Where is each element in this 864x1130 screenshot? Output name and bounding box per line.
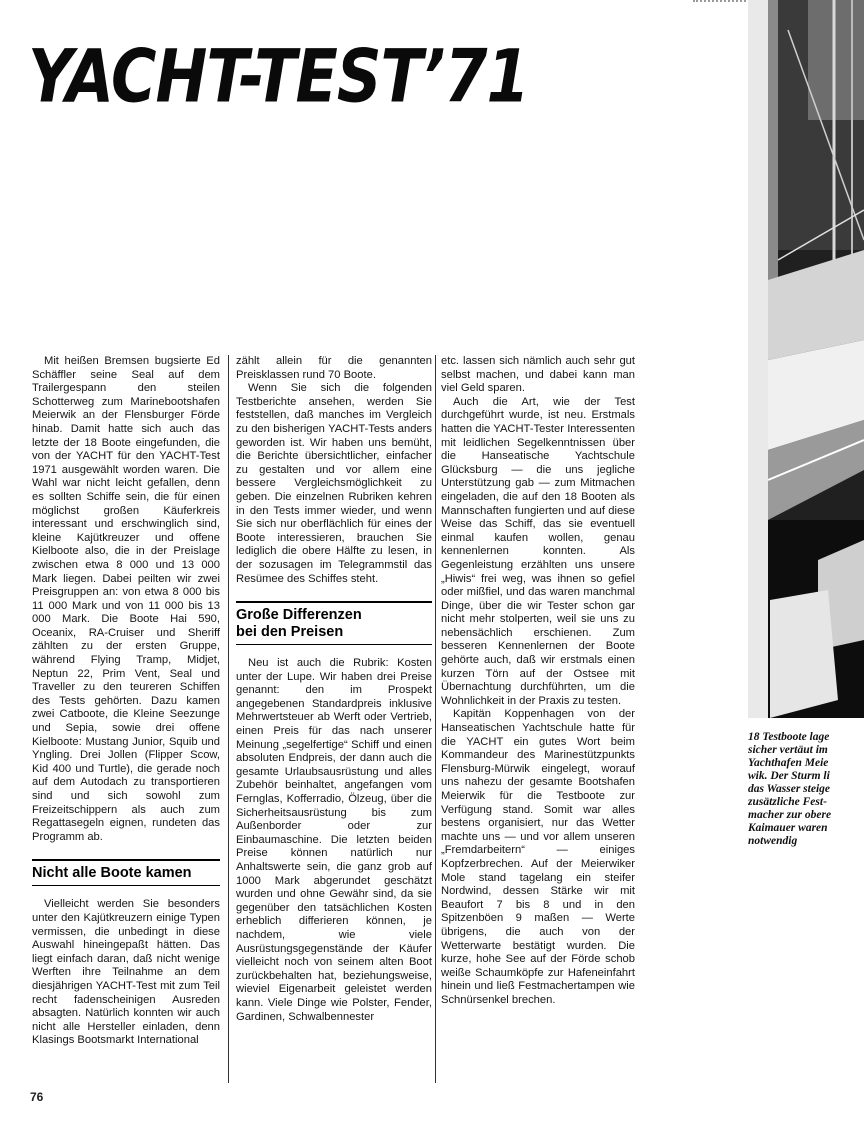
paragraph: Vielleicht werden Sie besonders unter den Kajütkreuzern einige Typen vermissen, die unbedingt in diese Auswahl hineingepaßt hätten. Das liegt einfach daran, daß nicht wenige Werften ihre Teilnahme an dem diesjährigen YACHT-Test mit zum Teil recht fadenscheinigen Ausreden absagten. Natürlich konnten wir auch nicht alle Hersteller einladen, denn Klasings Bootsmarkt International: [32, 898, 220, 1047]
top-dotted-edge: [693, 0, 753, 6]
paragraph: Mit heißen Bremsen bugsierte Ed Schäffler seine Seal auf dem Trailergespann den steilen Schotterweg zum Marinebootshafen Meierwik an der Flensburger Förde hinab. Damit hatte sich auch das letzte der 18 Boote eingefunden, die von der YACHT für den YACHT-Test 1971 ausgewählt worden waren. Die Wahl war nicht leicht gefallen, denn es sollten Schiffe sein, die für einen möglichst großen Käuferkreis interessant und erschwinglich sind, kleine Kajütkreuzer und offene Kielboote also, die in der Preislage zwischen etwa 8 000 und 13 000 Mark liegen. Dabei peilten wir zwei Preisgruppen an: von etwa 8 000 bis 11 000 Mark und von 11 000 bis 13 000 Mark. Die Boote Hai 590, Oceanix, RA-Cruiser und Sheriff zählten zu der ersten Gruppe, während Flying Tramp, Midjet, Neptun 22, Prim Vent, Seal und Traveller zu den teureren Schiffen des Tests gehörten. Dazu kamen zwei Catboote, die Kleine Seezunge und Sepia, sowie drei offene Kielboote: Mustang Junior, Squib und Yngling. Drei Jollen (Flipper Scow, Kid 400 und Turtle), die gerade noch auf dem Autodach zu transportieren sind und sich sowohl zum Freizeitschippern als auch zum Regattasegeln eignen, rundeten das Programm ab.: [32, 355, 220, 843]
article-column-3: [441, 355, 635, 1008]
caption-line: zusätzliche Fest-: [748, 796, 827, 808]
paragraph: Wenn Sie sich die folgenden Testberichte ansehen, werden Sie feststellen, daß manches im Vergleich zu den bisherigen YACHT-Tests anders geworden ist. Wir haben uns bemüht, die Berichte übersichtlicher, einfacher zu gestalten und vor allem eine bessere Vergleichsmöglichkeit zu geben. Die einzelnen Rubriken kehren in den Tests immer wieder, und wenn Sie sich nur oberflächlich für eines der Boote interessieren, brauchen Sie lediglich die obere Hälfte zu lesen, in der sozusagen im Telegrammstil das Resümee des Schiffes steht.: [236, 382, 432, 585]
article-column-2: [236, 355, 432, 1024]
paragraph: zählt allein für die genannten Preisklassen rund 70 Boote.: [236, 355, 432, 381]
paragraph: etc. lassen sich nämlich auch sehr gut selbst machen, und dabei kann man viel Geld sparen.: [441, 355, 635, 395]
subheading-text: Nicht alle Boote kamen: [32, 865, 192, 882]
photo-caption: [748, 731, 864, 848]
paragraph: Auch die Art, wie der Test durchgeführt wurde, ist neu. Erstmals hatten die YACHT-Tester Interessenten mit leidlichen Segelkenntnissen über die Hanseatische Yachtschule Glücksburg — die uns jegliche Unterstützung gab — zum Mitmachen eingeladen, die auf den 18 Booten als Mannschaften fungierten und auf diese Weise das Schiff, das sie eventuell einmal kaufen wollen, genau kennenlernen konnten. Als Gegenleistung erzählten uns unsere „Hiwis“ frei weg, was ihnen so gefiel oder mißfiel, und das waren manchmal Dinge, über die wir Tester schon gar nicht mehr stolperten, weil sie uns zu nebensächlich erschienen. Zum besseren Kennenlernen der Boote gehörte auch, daß wir erstmals einen kurzen Törn auf der Ostsee mit Übernachtung durchführten, um die Wohnlichkeit in der Praxis zu testen.: [441, 395, 635, 707]
article-column-1: [32, 355, 220, 1048]
caption-line: 18 Testboote lage: [748, 731, 830, 743]
paragraph: Kapitän Koppenhagen von der Hanseatischen Yachtschule hatte für die YACHT ein gutes Wort beim Kommandeur des Marinestützpunkts Flensburg-Mürwik eingelegt, worauf uns nahezu der gesamte Bootshafen Meierwik für die Testboote zur Verfügung stand. Somit war alles bestens organisiert, nur das Wetter machte uns — und vor allem unseren „Fremdarbeitern“ — einiges Kopfzerbrechen. Auf der Meierwiker Mole stand tagelang ein steifer Nordwind, dessen Stärke wir mit Beaufort 7 bis 8 und in den Spitzenböen 9 maßen — Werte übrigens, die auch von der Wetterwarte bestätigt wurden. Die kurze, hohe See auf der Förde schob weiße Schaumköpfe zur Hafeneinfahrt hinein und ließ Festmachertampen wie Schnürsenkel brechen.: [441, 708, 635, 1006]
caption-line: macher zur obere: [748, 809, 832, 821]
caption-line: das Wasser steige: [748, 783, 830, 795]
caption-line: wik. Der Sturm li: [748, 770, 830, 782]
subheading: [32, 859, 220, 886]
subheading: [236, 601, 432, 645]
caption-line: Yachthafen Meie: [748, 757, 829, 769]
subheading-line: bei den Preisen: [236, 624, 344, 641]
caption-line: notwendig: [748, 835, 798, 847]
paragraph: Neu ist auch die Rubrik: Kosten unter der Lupe. Wir haben drei Preise genannt: den im Prospekt angegebenen Standardpreis inklusive Mehrwertsteuer ab Werft oder Vertrieb, einen Preis für das nach unserer Meinung „segelfertige“ Schiff und einen absoluten Endpreis, der dann auch die gesamte Urlaubsausrüstung und alles Zubehör beinhaltet, angefangen vom Fernglas, Kofferradio, Ölzeug, über die Sicherheitsausrüstung bis zum Außenborder oder zur Einbaumaschine. Die letzten beiden Preise können natürlich nur Anhaltswerte sein, die ganz grob auf 1000 Mark abgerundet geschätzt wurden und ohne Gewähr sind, da sie gegenüber den tatsächlichen Kosten erheblich differieren können, je nachdem, wie viele Ausrüstungsgegenstände der Käufer vielleicht noch von seinem alten Boot zurückbehalten hat, beziehungsweise, wieviel Eigenarbeit geleistet werden kann. Viele Dinge wie Polster, Fender, Gardinen, Schwalbennester: [236, 657, 432, 1023]
caption-line: sicher vertäut im: [748, 744, 828, 756]
column-divider: [435, 355, 436, 1083]
column-divider: [228, 355, 229, 1083]
subheading-line: Große Differenzen: [236, 607, 362, 624]
page-number: 76: [30, 1090, 44, 1104]
page-title: YACHT-TEST’71: [28, 32, 529, 120]
harbor-photo: [748, 0, 864, 718]
caption-line: Kaimauer waren: [748, 822, 828, 834]
